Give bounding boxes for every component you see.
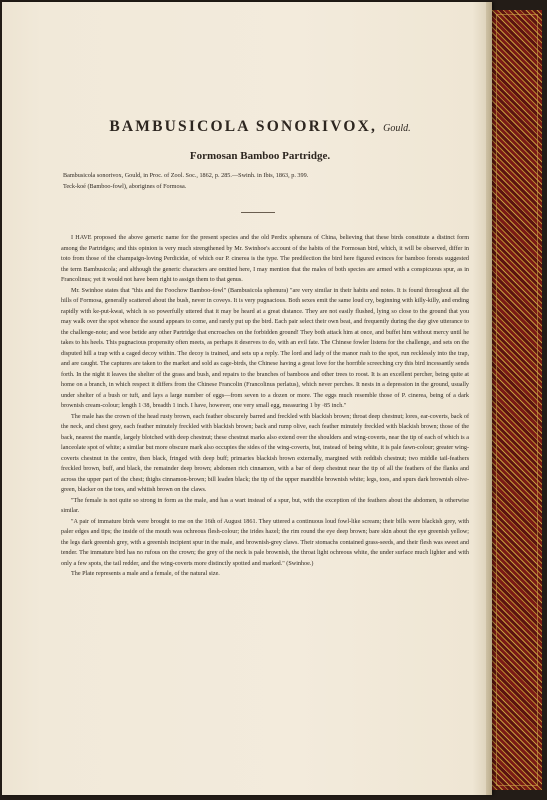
paragraph: "The female is not quite so strong in form as the male, and has a wart instead of a spur, but, with the exception of the feathers about the abdomen, is otherwise similar. [61,497,469,514]
page-edge [486,2,492,795]
synonymy-line: Bambusicola sonorivox, Gould, in Proc. of Zool. Soc., 1862, p. 285.—Swinh. in Ibis, 1863, p. 399. [63,172,309,179]
title-text: BAMBUSICOLA SONORIVOX, [109,118,378,135]
synonymy-block [63,170,463,192]
synonymy-line: Teck-koé (Bamboo-fowl), aborigines of Formosa. [63,183,187,190]
page-subtitle: Formosan Bamboo Partridge. [189,150,331,162]
section-divider [241,212,275,213]
paragraph: The male has the crown of the head rusty brown, each feather obscurely barred and freckled with blackish brown; throat deep chestnut; lores, ear-coverts, back of the neck, and chest grey, each feather minutely freckled with blackish brown; back and rump olive, each feather minutely freckled with blackish brown; those of the back, nearest the mantle, largely blotched with deep chestnut; these chestnut marks also extend over the shoulders and wing-coverts, near the tip of each of which is a lanceolate spot of white; a similar but more obscure mark also occupies the sides of the wing-coverts, but, instead of being white, it is pale fawn-colour; greater wing-coverts chestnut in the centre, then black, fringed with deep buff; primaries blackish brown externally, margined with reddish chestnut; two middle tail-feathers freckled brown, buff, and black, the remainder deep brown; abdomen rich cinnamon, with a bar of deep chestnut near the tip of all the feathers of the flanks and across the upper part of the chest; thighs cinnamon-brown; bill leaden black; the tip of the upper mandible brownish white; legs, toes, and spurs dark brownish olive-green, blacker on the toes, and whitish brown on the claws. [61,413,469,493]
body-text [61,233,469,580]
title-author: Gould. [383,123,411,134]
paragraph: I HAVE proposed the above generic name for the present species and the old Perdix sphenura of China, believing that these birds constitute a distinct form among the Partridges; and this opinion is very much strengthened by Mr. Swinhoe's account of the habits of the Formosan bird, which, it will be observed, differ in toto from those of the champaign-loving Perdicidæ, of which our P. cinerea is the type. The predilection the bird here figured evinces for bamboo forests suggested the term Bambusicola; and although the generic characters are omitted here, I may mention that the males of both species are armed with a conspicuous spur, as in Francolinus; yet it would not have been right to assign them to that genus. [61,235,469,283]
page-title [60,118,460,136]
book-binding [490,10,542,790]
paragraph: "A pair of immature birds were brought to me on the 16th of August 1861. They uttered a continuous loud fowl-like scream; their bills were blackish grey, with paler edges and tips; the inside of the mouth was ochreous flesh-colour; the irides hazel; the rim round the eye deep brown; bare skin about the eye greenish yellow; the legs dark greenish grey, with a greenish incipient spur in the male, and brownish-grey claws. Their stomachs contained grass-seeds, and their flesh was sweet and tender. The immature bird has no rufous on the crown; the grey of the neck is pale brownish, the throat light ochreous white, the under surface much lighter and with only a few spots, the tail redder, and the wing-coverts more distinctly spotted and marked." (Swinhoe.) [61,518,469,567]
paragraph: Mr. Swinhoe states that "this and the Foochow Bamboo-fowl" (Bambusicola sphenura) "are very similar in their habits and notes. It is found throughout all the hills of Formosa, generally scattered about the bush, never in coveys. It is very pugnacious. Both sexes emit the same loud cry, beginning with killy-killy, and ending rapidly with ke-put-kwai, which is so powerfully uttered that it may be heard at a great distance. They are not easily flushed, lying so close to the ground that you may walk over the spot whence the sound appears to come, and rarely put up the bird. Each pair select their own beat, and frequently during the day give utterance to the challenge-note; and woe betide any other Partridge that encroaches on the forbidden ground! They both attack him at once, and buffet him without mercy until he takes to his heels. This pugnacious propensity often meets, as perhaps it deserves to do, with an evil fate. The Chinese fowler listens for the challenge, and sets on the disputed hill a trap with a caged decoy within. The decoy is trained, and sets up a reply. The lord and lady of the manor rush to the spot, run recklessly into the trap, and are caught. The captures are taken to the market and sold as cage-birds, the Chinese having a great love for the horrible screeching cry this bird incessantly sends forth. In the night it leaves the shelter of the grass and bush, and repairs to the branches of bamboos and other trees to roost. It is an excellent percher, being quite at home on a branch, in which respect it differs from the Chinese Francolin (Francolinus perlatus), which never perches. It nests in a depression in the ground, usually under shelter of a bush or tuft, and lays a large number of eggs—from seven to a dozen or more. The eggs much resemble those of P. cinerea, being of a dark brownish cream-colour; length 1·38, breadth 1 inch. I have, however, one very small egg, measuring 1 by ·85 inch." [61,287,469,409]
paragraph: The Plate represents a male and a female, of the natural size. [71,571,220,577]
